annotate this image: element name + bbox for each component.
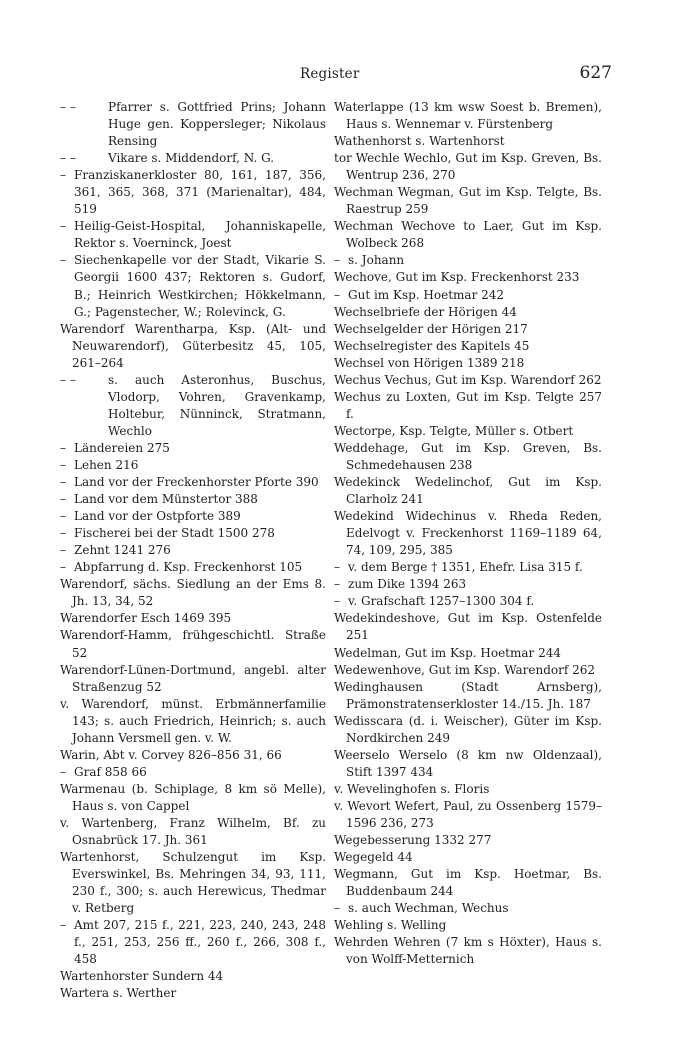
index-entry (334, 934, 602, 968)
index-entry (60, 627, 326, 661)
entry-dash: – (60, 918, 66, 933)
index-entry (334, 355, 602, 372)
entry-text: Wedekindeshove, Gut im Ksp. Ostenfelde 251 (334, 611, 602, 643)
index-entry (334, 423, 602, 440)
entry-dash: – (334, 577, 340, 592)
entry-dash: – (60, 253, 66, 268)
entry-text: Warendorf-Lünen-Dortmund, angebl. alter Straßenzug 52 (60, 662, 326, 694)
index-entry (60, 781, 326, 815)
index-entry (334, 508, 602, 559)
index-entry (60, 985, 326, 1002)
entry-text: Wechove, Gut im Ksp. Freckenhorst 233 (334, 270, 580, 285)
entry-text: Warendorfer Esch 1469 395 (60, 611, 232, 626)
index-entry (334, 150, 602, 184)
entry-text: Warin, Abt v. Corvey 826–856 31, 66 (60, 747, 282, 762)
index-entry (334, 99, 602, 133)
index-entry (334, 679, 602, 713)
index-entry (334, 389, 602, 423)
entry-text: Wartera s. Werther (60, 986, 177, 1001)
entry-text: Gut im Ksp. Hoetmar 242 (348, 287, 505, 302)
index-entry (334, 218, 602, 252)
entry-text: Lehen 216 (74, 457, 139, 472)
index-entry (60, 457, 326, 474)
index-entry (60, 525, 326, 542)
index-entry (334, 866, 602, 900)
index-entry (60, 764, 326, 781)
entry-text: Wectorpe, Ksp. Telgte, Müller s. Otbert (334, 423, 574, 438)
entry-text: Franziskanerkloster 80, 161, 187, 356, 361, 365, 368, 371 (Marienaltar), 484, 519 (74, 168, 326, 217)
entry-text: Warmenau (b. Schiplage, 8 km sö Melle), Haus s. von Cappel (60, 781, 326, 813)
index-entry (60, 508, 326, 525)
entry-text: Wathenhorst s. Wartenhorst (334, 134, 505, 149)
index-entry (334, 474, 602, 508)
index-entry (334, 645, 602, 662)
entry-text: Wechus Vechus, Gut im Ksp. Warendorf 262 (334, 372, 602, 387)
page-number: 627 (579, 63, 612, 83)
entry-text: Graf 858 66 (74, 764, 147, 779)
entry-text: Fischerei bei der Stadt 1500 278 (74, 526, 275, 541)
entry-text: Vikare s. Middendorf, N. G. (108, 151, 275, 166)
entry-text: Land vor dem Münstertor 388 (74, 492, 258, 507)
index-entry (60, 372, 326, 440)
index-entry (60, 662, 326, 696)
index-entry (334, 662, 602, 679)
entry-text: Warendorf Warentharpa, Ksp. (Alt- und Neuwarendorf), Güterbesitz 45, 105, 261–264 (60, 321, 326, 370)
entry-dash: – (60, 526, 66, 541)
entry-text: zum Dike 1394 263 (348, 577, 467, 592)
entry-text: Wechman Wegman, Gut im Ksp. Telgte, Bs. Raestrup 259 (334, 185, 602, 217)
index-entry (60, 150, 326, 167)
entry-text: Weddehage, Gut im Ksp. Greven, Bs. Schmedehausen 238 (334, 440, 602, 472)
index-entry (334, 832, 602, 849)
entry-text: v. dem Berge † 1351, Ehefr. Lisa 315 f. (348, 560, 583, 575)
index-entry (60, 321, 326, 372)
index-entry (60, 917, 326, 968)
entry-text: Wedekinck Wedelinchof, Gut im Ksp. Clarholz 241 (334, 475, 602, 507)
entry-text: Wehrden Wehren (7 km s Höxter), Haus s. von Wolff-Metternich (334, 935, 602, 967)
index-entry (60, 218, 326, 252)
index-entry (334, 713, 602, 747)
entry-text: v. Wartenberg, Franz Wilhelm, Bf. zu Osnabrück 17. Jh. 361 (60, 815, 326, 848)
index-entry (60, 576, 326, 610)
entry-text: Heilig-Geist-Hospital, Johanniskapelle, Rektor s. Voerninck, Joest (74, 219, 326, 251)
entry-text: Warendorf, sächs. Siedlung an der Ems 8. Jh. 13, 34, 52 (60, 577, 326, 609)
entry-text: Wedekind Widechinus v. Rheda Reden, Edelvogt v. Freckenhorst 1169–1189 64, 74, 109, 295, 385 (334, 509, 602, 558)
index-entry (60, 968, 326, 985)
index-entry (60, 747, 326, 764)
entry-text: Wedisscara (d. i. Weischer), Güter im Ksp. Nordkirchen 249 (334, 713, 602, 745)
index-entry (334, 133, 602, 150)
entry-dash: – (60, 764, 66, 779)
entry-text: Land vor der Ostpforte 389 (74, 509, 241, 524)
index-entry (334, 593, 602, 610)
index-entry (334, 798, 602, 832)
entry-text: Wechselgelder der Hörigen 217 (334, 321, 528, 336)
entry-text: Waterlappe (13 km wsw Soest b. Bremen), Haus s. Wennemar v. Fürstenberg (334, 100, 602, 132)
entry-text: Wechsel von Hörigen 1389 218 (334, 355, 525, 370)
index-entry (60, 491, 326, 508)
entry-text: Wedelman, Gut im Ksp. Hoetmar 244 (334, 645, 561, 660)
index-entry (60, 696, 326, 747)
entry-text: Weerselo Werselo (8 km nw Oldenzaal), Stift 1397 434 (334, 747, 602, 779)
entry-dash: – (60, 560, 66, 575)
index-entry (334, 338, 602, 355)
entry-text: Zehnt 1241 276 (74, 543, 171, 558)
entry-dash: – (334, 287, 340, 302)
running-head (0, 63, 700, 90)
entry-dash: – (60, 440, 66, 455)
entry-text: Warendorf-Hamm, frühgeschichtl. Straße 52 (60, 628, 326, 660)
index-entry (60, 440, 326, 457)
entry-dash: – (60, 492, 66, 507)
entry-text: Wehling s. Welling (334, 918, 447, 933)
entry-dash: – (334, 594, 340, 609)
entry-text: v. Wevort Wefert, Paul, zu Ossenberg 1579–1596 236, 273 (334, 798, 602, 830)
entry-text: tor Wechle Wechlo, Gut im Ksp. Greven, Bs. Wentrup 236, 270 (334, 151, 602, 183)
entry-text: v. Wevelinghofen s. Floris (334, 781, 490, 796)
entry-text: Pfarrer s. Gottfried Prins; Johann Huge gen. Koppersleger; Nikolaus Rensing (108, 100, 326, 149)
entry-dash: – – (60, 100, 76, 114)
index-entry (60, 610, 326, 627)
entry-text: Wegmann, Gut im Ksp. Hoetmar, Bs. Buddenbaum 244 (334, 867, 602, 899)
entry-text: Land vor der Freckenhorster Pforte 390 (74, 475, 319, 490)
index-entry (334, 849, 602, 866)
entry-text: Wedinghausen (Stadt Arnsberg), Prämonstratenserkloster 14./15. Jh. 187 (334, 679, 602, 711)
entry-text: Wegegeld 44 (334, 850, 413, 865)
index-entry (60, 542, 326, 559)
index-entry (60, 474, 326, 491)
entry-dash: – – (60, 151, 76, 166)
entry-text: Wechselbriefe der Hörigen 44 (334, 304, 517, 319)
index-entry (334, 610, 602, 644)
index-entry (60, 815, 326, 849)
entry-text: Wartenhorst, Schulzengut im Ksp. Everswinkel, Bs. Mehringen 34, 93, 111, 230 f., 300; s. auch Herewicus, Thedmar v. Retberg (60, 850, 326, 916)
entry-text: Amt 207, 215 f., 221, 223, 240, 243, 248 f., 251, 253, 256 ff., 260 f., 266, 308 f., 458 (74, 918, 326, 967)
index-entry (334, 184, 602, 218)
entry-text: Ländereien 275 (74, 440, 170, 455)
index-entry (334, 747, 602, 781)
index-column-right (334, 99, 602, 968)
entry-dash: – – (60, 372, 76, 387)
index-entry (334, 252, 602, 269)
index-entry (60, 167, 326, 218)
index-entry (334, 781, 602, 798)
index-entry (334, 287, 602, 304)
index-entry (60, 99, 326, 150)
index-entry (334, 269, 602, 286)
index-entry (60, 849, 326, 917)
entry-dash: – (60, 168, 66, 183)
entry-dash: – (60, 475, 66, 490)
entry-text: Siechenkapelle vor der Stadt, Vikarie S. Georgii 1600 437; Rektoren s. Gudorf, B.; Heinrich Westkirchen; Hökkelmann, G.; Pagenstecher, W.; Rolevinck, G. (74, 253, 326, 319)
entry-text: Wedewenhove, Gut im Ksp. Warendorf 262 (334, 662, 596, 677)
index-entry (334, 372, 602, 389)
index-entry (60, 252, 326, 320)
entry-text: Wechus zu Loxten, Gut im Ksp. Telgte 257 f. (334, 389, 602, 421)
entry-text: Wartenhorster Sundern 44 (60, 969, 224, 984)
index-entry (334, 900, 602, 917)
index-column-left (60, 99, 326, 1002)
entry-text: Abpfarrung d. Ksp. Freckenhorst 105 (74, 560, 303, 575)
entry-dash: – (60, 457, 66, 472)
page-header-title: Register (300, 66, 360, 82)
index-entry (60, 559, 326, 576)
entry-dash: – (60, 219, 66, 234)
entry-text: v. Grafschaft 1257–1300 304 f. (348, 594, 535, 609)
index-entry (334, 917, 602, 934)
entry-text: Wechman Wechove to Laer, Gut im Ksp. Wolbeck 268 (334, 219, 602, 251)
entry-text: s. Johann (348, 253, 405, 268)
index-entry (334, 440, 602, 474)
entry-text: v. Warendorf, münst. Erbmännerfamilie 143; s. auch Friedrich, Heinrich; s. auch Johann Versmell gen. v. W. (60, 696, 326, 745)
index-entry (334, 559, 602, 576)
entry-dash: – (60, 543, 66, 558)
entry-dash: – (334, 901, 340, 916)
index-entry (334, 576, 602, 593)
entry-dash: – (60, 509, 66, 524)
entry-text: s. auch Asteronhus, Buschus, Vlodorp, Vohren, Gravenkamp, Holtebur, Nünninck, Stratmann, Wechlo (108, 372, 326, 438)
entry-text: Wechselregister des Kapitels 45 (334, 338, 530, 353)
entry-text: Wegebesserung 1332 277 (334, 833, 492, 848)
entry-dash: – (334, 560, 340, 575)
entry-dash: – (334, 253, 340, 268)
index-entry (334, 304, 602, 321)
index-entry (334, 321, 602, 338)
entry-text: s. auch Wechman, Wechus (348, 901, 509, 916)
